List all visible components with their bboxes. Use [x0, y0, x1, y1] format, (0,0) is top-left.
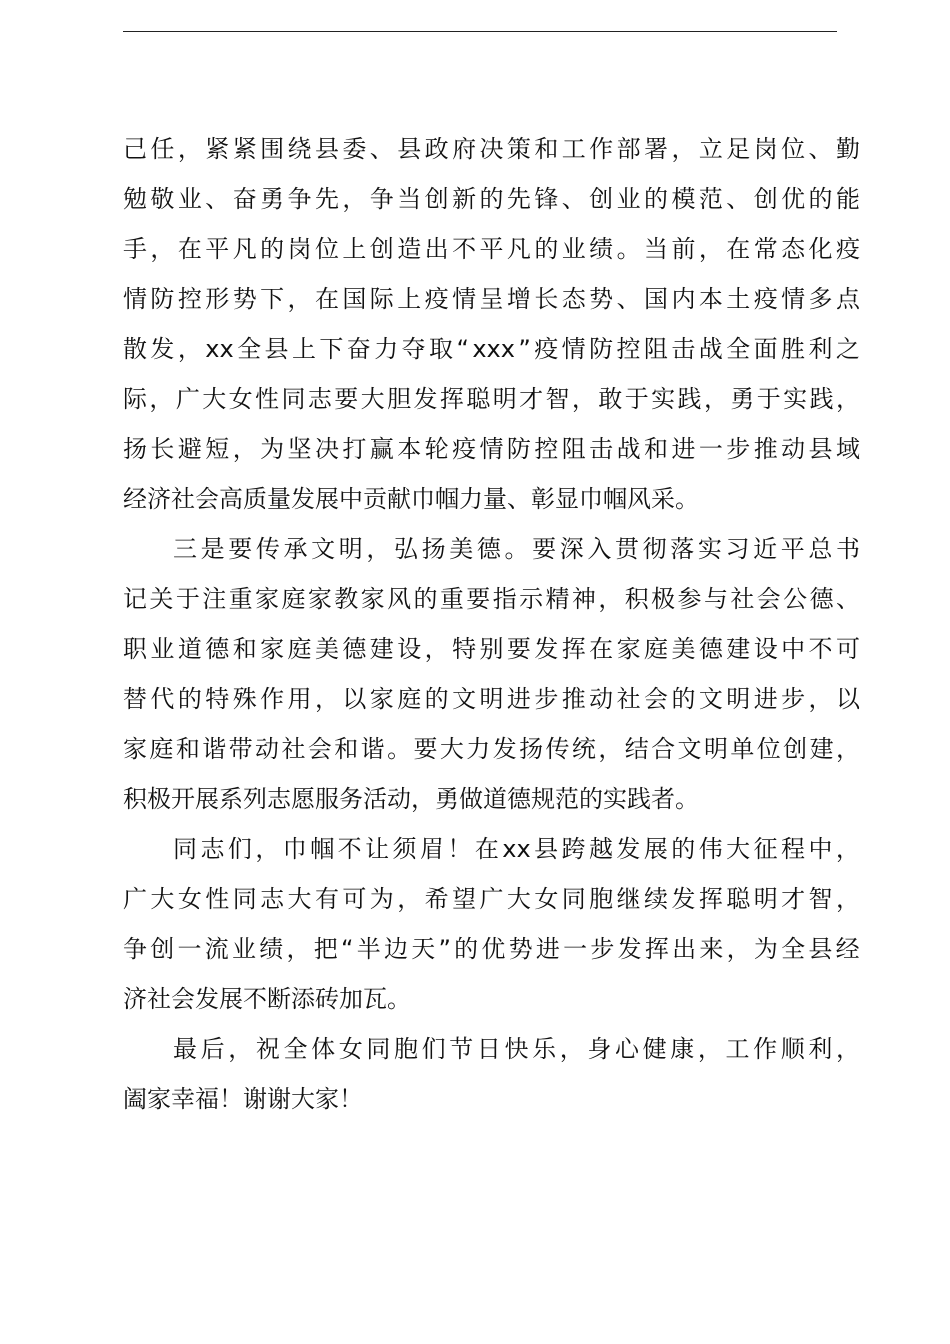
text-line: 广 大 女 性 同 志 大 有 可 为 ， 希 望 广 大 女 同 胞 继 续 发 挥 聪 明 才 智 ，: [123, 885, 860, 913]
text-line: 同 志 们 ， 巾 帼 不 让 须 眉 ！ 在 xx 县 跨 越 发 展 的 伟 大 征 程 中 ，: [173, 835, 860, 863]
text-line: 家 庭 和 谐 带 动 社 会 和 谐 。 要 大 力 发 扬 传 统 ， 结 合 文 明 单 位 创 建 ，: [123, 735, 860, 763]
text-line: 争 创 一 流 业 绩 ， 把 “ 半 边 天 ” 的 优 势 进 一 步 发 挥 出 来 ， 为 全 县 经: [123, 935, 860, 963]
text-line: 散 发 ， xx 全 县 上 下 奋 力 夺 取 “ xxx ” 疫 情 防 控 阻 击 战 全 面 胜 利 之: [123, 335, 860, 363]
text-line: 际 ， 广 大 女 性 同 志 要 大 胆 发 挥 聪 明 才 智 ， 敢 于 实 践 ， 勇 于 实 践 ，: [123, 385, 860, 413]
document-body: [123, 124, 860, 1124]
text-line: 扬 长 避 短 ， 为 坚 决 打 赢 本 轮 疫 情 防 控 阻 击 战 和 进 一 步 推 动 县 域: [123, 435, 860, 463]
text-line: 经济社会高质量发展中贡献巾帼力量、彰显巾帼风采。: [123, 485, 699, 513]
header-rule: [123, 31, 837, 32]
text-line: 勉 敬 业 、 奋 勇 争 先 ， 争 当 创 新 的 先 锋 、 创 业 的 模 范 、 创 优 的 能: [123, 185, 860, 213]
text-line: 替 代 的 特 殊 作 用 ， 以 家 庭 的 文 明 进 步 推 动 社 会 的 文 明 进 步 ， 以: [123, 685, 860, 713]
text-line: 济社会发展不断添砖加瓦。: [123, 985, 411, 1013]
text-line: 积极开展系列志愿服务活动，勇做道德规范的实践者。: [123, 785, 699, 813]
text-line: 最 后 ， 祝 全 体 女 同 胞 们 节 日 快 乐 ， 身 心 健 康 ， 工 作 顺 利 ，: [173, 1035, 860, 1063]
text-line: 手 ， 在 平 凡 的 岗 位 上 创 造 出 不 平 凡 的 业 绩 。 当 前 ， 在 常 态 化 疫: [123, 235, 860, 263]
text-line: 职 业 道 德 和 家 庭 美 德 建 设 ， 特 别 要 发 挥 在 家 庭 美 德 建 设 中 不 可: [123, 635, 860, 663]
text-line: 记 关 于 注 重 家 庭 家 教 家 风 的 重 要 指 示 精 神 ， 积 极 参 与 社 会 公 德 、: [123, 585, 860, 613]
text-line: 己 任 ， 紧 紧 围 绕 县 委 、 县 政 府 决 策 和 工 作 部 署 ， 立 足 岗 位 、 勤: [123, 135, 860, 163]
text-line: 三 是 要 传 承 文 明 ， 弘 扬 美 德 。 要 深 入 贯 彻 落 实 习 近 平 总 书: [173, 535, 860, 563]
text-line: 阖家幸福！谢谢大家！: [123, 1085, 363, 1113]
text-line: 情 防 控 形 势 下 ， 在 国 际 上 疫 情 呈 增 长 态 势 、 国 内 本 土 疫 情 多 点: [123, 285, 860, 313]
